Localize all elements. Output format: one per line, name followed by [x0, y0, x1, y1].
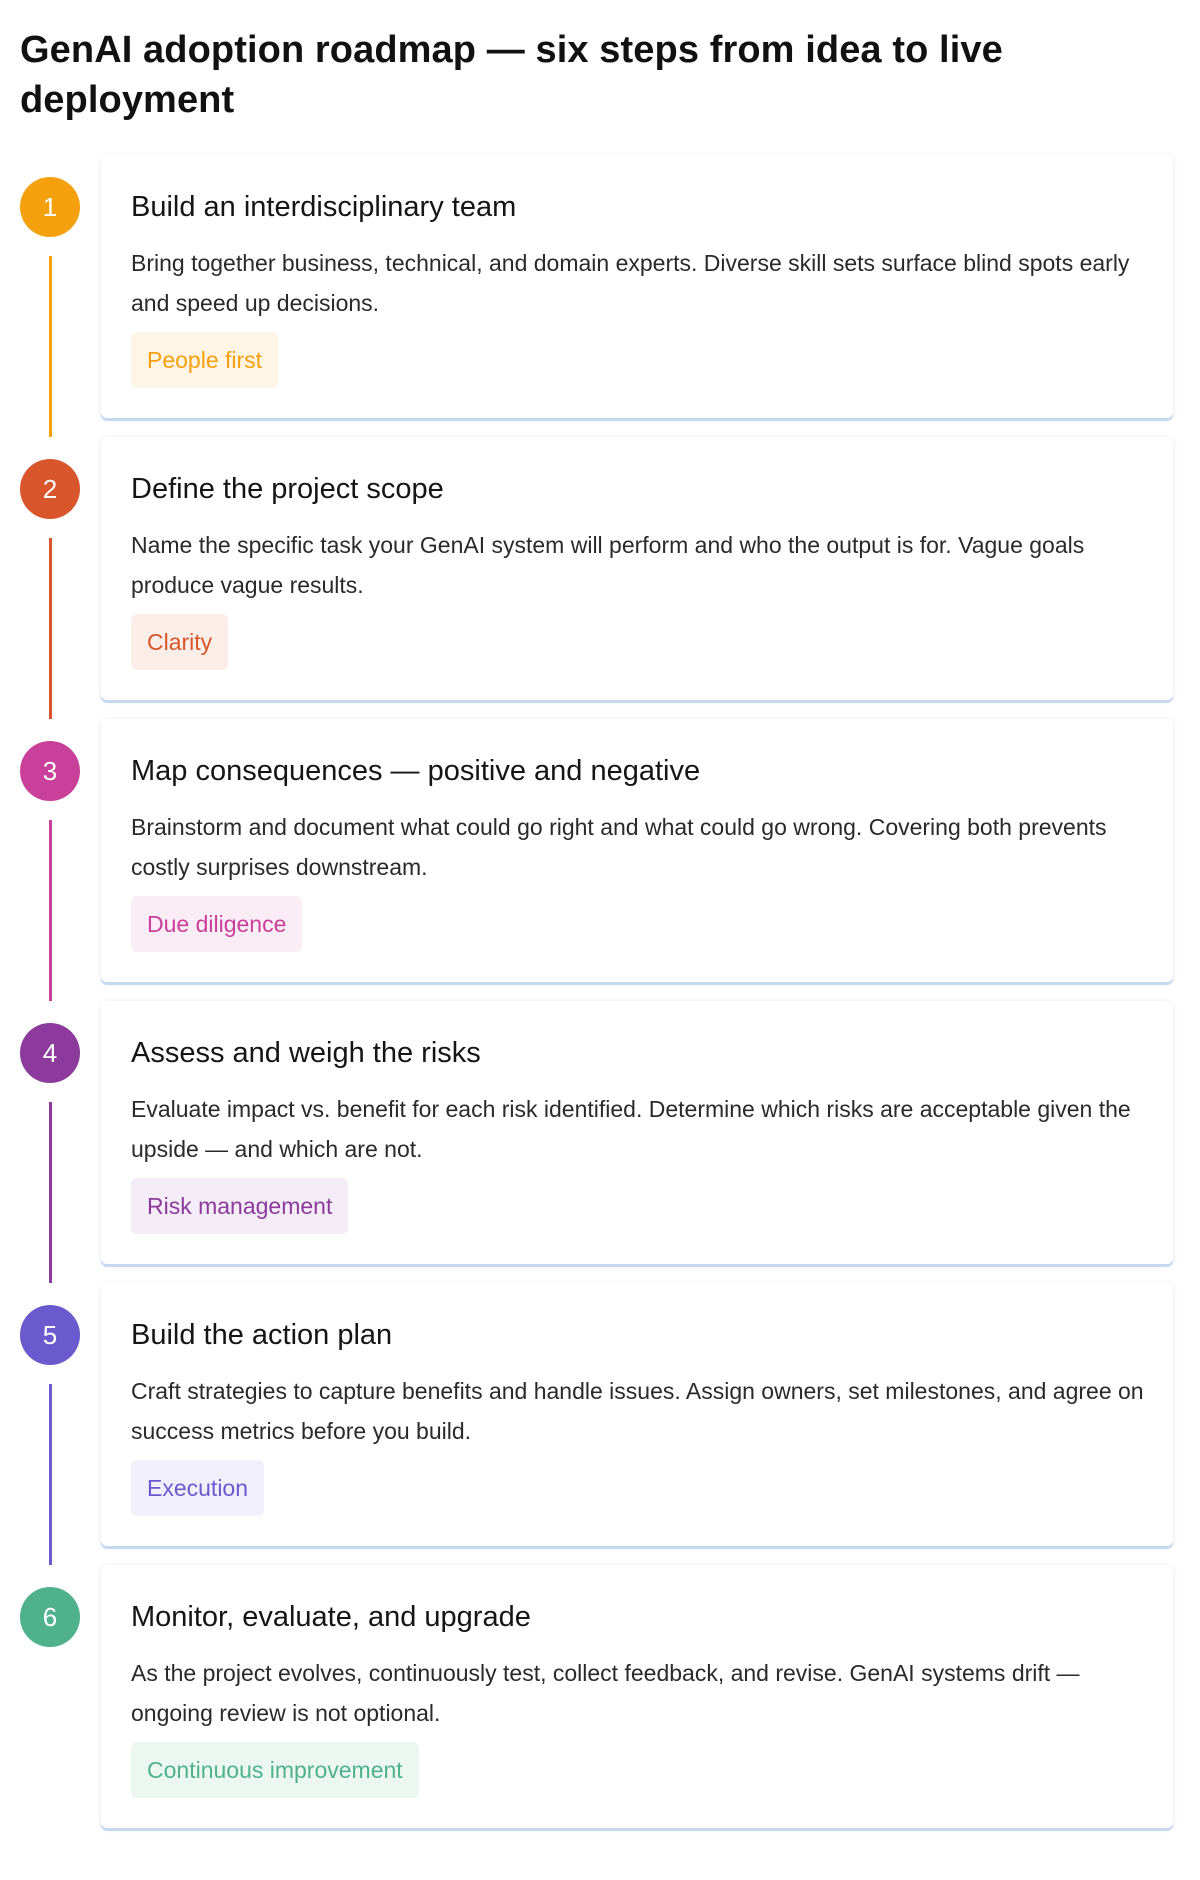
step-connector-line — [49, 1384, 52, 1565]
step-card — [101, 1283, 1173, 1546]
step-number-badge: 4 — [20, 1023, 80, 1083]
step-description: Name the specific task your GenAI system will perform and who the output is for. Vague goals produce vague results. — [131, 532, 1085, 598]
step-4 — [0, 1001, 1200, 1283]
step-description: As the project evolves, continuously test, collect feedback, and revise. GenAI systems drift — ongoing review is not optional. — [131, 1660, 1080, 1726]
step-number-badge: 5 — [20, 1305, 80, 1365]
step-number-badge: 2 — [20, 459, 80, 519]
step-connector-line — [49, 256, 52, 437]
step-number-badge: 1 — [20, 177, 80, 237]
step-tag: Execution — [131, 1460, 264, 1516]
step-title: Build the action plan — [131, 1319, 393, 1351]
step-tag: Continuous improvement — [131, 1742, 419, 1798]
step-card — [101, 155, 1173, 418]
step-description: Brainstorm and document what could go right and what could go wrong. Covering both prevents costly surprises downstream. — [131, 814, 1107, 880]
step-card — [101, 437, 1173, 700]
page-title: GenAI adoption roadmap — six steps from idea to live deployment — [20, 29, 1003, 121]
step-card — [101, 1565, 1173, 1828]
step-description: Craft strategies to capture benefits and handle issues. Assign owners, set milestones, and agree on success metrics before you build. — [131, 1378, 1144, 1444]
step-title: Monitor, evaluate, and upgrade — [131, 1601, 531, 1633]
step-card — [101, 1001, 1173, 1264]
step-connector-line — [49, 538, 52, 719]
step-title: Assess and weigh the risks — [131, 1037, 481, 1069]
step-description: Evaluate impact vs. benefit for each risk identified. Determine which risks are acceptable given the upside — and which are not. — [131, 1096, 1131, 1162]
step-title: Define the project scope — [131, 473, 444, 505]
step-card — [101, 719, 1173, 982]
step-number-badge: 3 — [20, 741, 80, 801]
step-title: Map consequences — positive and negative — [131, 755, 701, 787]
step-description: Bring together business, technical, and domain experts. Diverse skill sets surface blind spots early and speed up decisions. — [131, 250, 1130, 316]
step-connector-line — [49, 820, 52, 1001]
roadmap-steps — [0, 155, 1200, 1847]
step-2 — [0, 437, 1200, 719]
step-6 — [0, 1565, 1200, 1847]
step-connector-line — [49, 1102, 52, 1283]
step-tag: Due diligence — [131, 896, 302, 952]
step-5 — [0, 1283, 1200, 1565]
step-title: Build an interdisciplinary team — [131, 191, 517, 223]
step-tag: Risk management — [131, 1178, 348, 1234]
step-3 — [0, 719, 1200, 1001]
step-tag: People first — [131, 332, 278, 388]
step-tag: Clarity — [131, 614, 228, 670]
step-number-badge: 6 — [20, 1587, 80, 1647]
step-1 — [0, 155, 1200, 437]
